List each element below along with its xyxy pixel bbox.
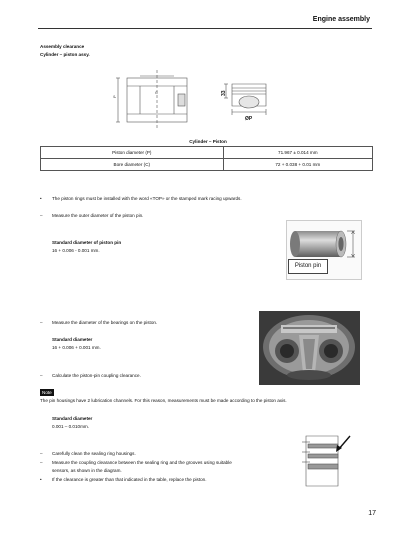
- clearance-spec-title: Standard diameter: [52, 416, 93, 421]
- note-tag: Note: [42, 390, 52, 395]
- list-item-text: Calculate the piston-pin coupling clearance.: [52, 373, 141, 378]
- note-text: The pin housings have 2 lubrication channels. For this reason, measurements must be made according to the piston axis.: [40, 398, 287, 403]
- dash-marker: –: [40, 213, 43, 218]
- section-heading: [40, 43, 90, 59]
- table-cell-value: 71.967 ± 0.014 mm: [223, 147, 372, 159]
- list-item-text: Measure the outer diameter of the piston pin.: [52, 213, 144, 218]
- pin-spec-value: 16 + 0.006 - 0.001 mm.: [52, 248, 100, 253]
- piston-drawing: [224, 84, 266, 115]
- dash-marker: –: [40, 373, 43, 378]
- bearing-spec-title: Standard diameter: [52, 337, 93, 342]
- bullet-marker: •: [40, 477, 42, 482]
- label-c: C: [155, 90, 158, 95]
- cylinder-piston-diagram: [100, 66, 280, 132]
- page-number: 17: [368, 510, 376, 517]
- label-p-left: P: [112, 95, 117, 98]
- bearing-spec-value: 16 + 0.006 + 0.001 mm.: [52, 345, 101, 350]
- list-item: [40, 459, 290, 466]
- list-item-text: Carefully clean the sealing ring housings.: [52, 451, 136, 456]
- cylinder-piston-table: [40, 146, 373, 171]
- table-cell-name: Bore diameter (C): [41, 159, 224, 171]
- list-item: [40, 195, 360, 202]
- header-divider: [38, 28, 372, 29]
- dash-marker: –: [40, 460, 43, 465]
- label-33: 33: [221, 90, 227, 96]
- bullet-marker: •: [40, 196, 42, 201]
- list-item-text: Measure the coupling clearance between the sealing ring and the grooves using suitable: [52, 460, 232, 465]
- pin-spec-title: Standard diameter of piston pin: [52, 240, 122, 245]
- dash-marker: –: [40, 451, 43, 456]
- list-item-text: If the clearance is greater than that indicated in the table, replace the piston.: [52, 477, 207, 482]
- section-subtitle: Cylinder – piston assy.: [40, 52, 90, 57]
- cylinder-drawing: [116, 70, 187, 128]
- list-item-text: Measure the diameter of the bearings on the piston.: [52, 320, 158, 325]
- header-title: Engine assembly: [312, 16, 370, 23]
- list-item-continuation: sensors, as shown in the diagram.: [52, 468, 122, 473]
- list-item: [40, 372, 360, 379]
- list-item: [40, 212, 360, 219]
- table-cell-name: Piston diameter (P): [41, 147, 224, 159]
- table-row: [41, 147, 373, 159]
- label-piston-diameter: ØP: [245, 116, 253, 122]
- table-cell-value: 72 + 0.038 + 0.01 mm: [223, 159, 372, 171]
- list-item-text: The piston rings must be installed with the word «TOP» or the stamped mark racing upwards.: [52, 196, 242, 201]
- clearance-spec-value: 0.001 – 0.010mm.: [52, 424, 90, 429]
- dash-marker: –: [40, 320, 43, 325]
- table-caption: Cylinder – Piston: [189, 139, 227, 144]
- section-title: Assembly clearance: [40, 44, 85, 49]
- piston-pin-label: Piston pin: [288, 259, 328, 274]
- ring-groove-diagram: [300, 432, 354, 490]
- table-row: [41, 159, 373, 171]
